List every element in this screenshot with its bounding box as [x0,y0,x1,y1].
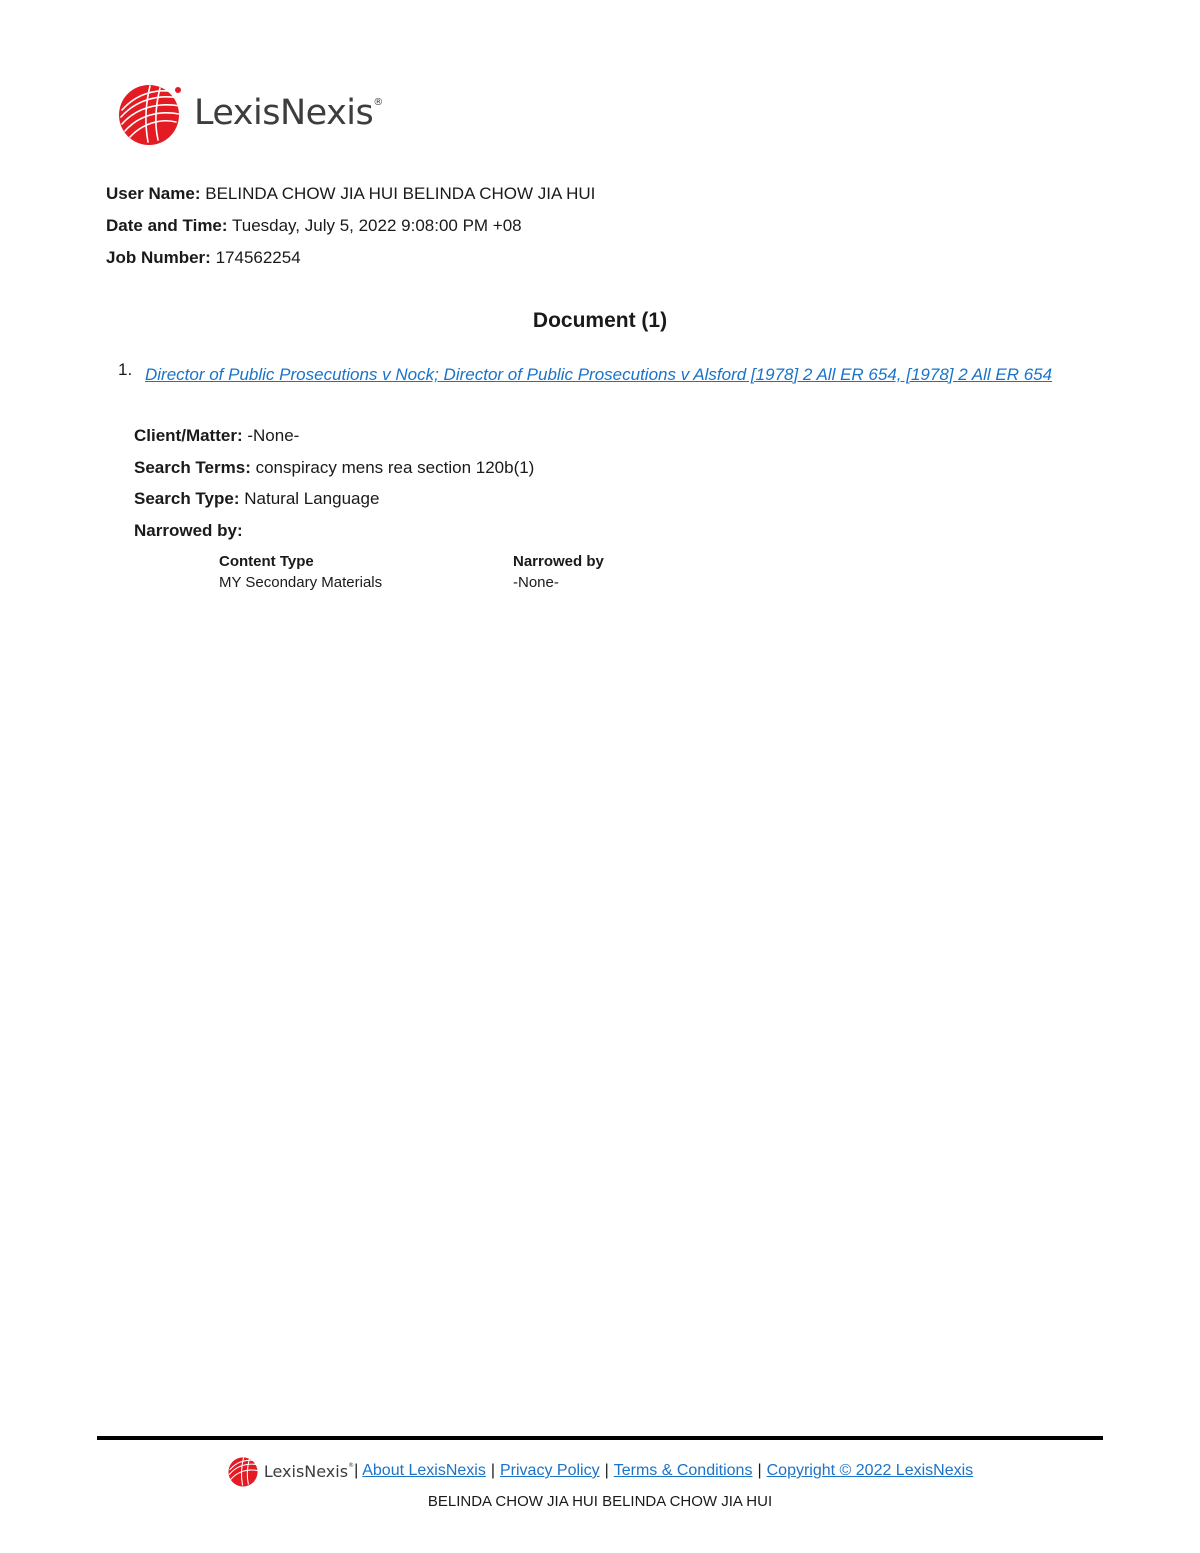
footer-separator: | [604,1462,609,1479]
entry-number: 1. [118,360,133,379]
user-name-label: User Name: [106,184,201,203]
table-cell: MY Secondary Materials [219,574,383,591]
client-matter-value: -None- [247,426,300,445]
search-terms-row [134,452,534,484]
document-title-link[interactable]: Director of Public Prosecutions v Nock; Director of Public Prosecutions v Alsford [1978] 2 All ER 654, [1978] 2 All ER 654 [145,365,1053,384]
narrowed-by-row [134,515,534,547]
footer-logo [227,1455,354,1487]
user-name-row [106,178,595,210]
about-link[interactable]: About LexisNexis [362,1462,486,1479]
job-number-value: 174562254 [215,248,301,267]
copyright-link[interactable]: Copyright © 2022 LexisNexis [766,1462,974,1479]
table-header: Narrowed by [513,553,604,570]
footer-separator: | [757,1462,762,1479]
datetime-row [106,210,595,242]
footer-wordmark: LexisNexis® [263,1461,355,1481]
document-heading: Document (1) [532,309,668,332]
lexisnexis-knowledge-burst-icon [116,80,182,146]
footer-separator: | [490,1462,495,1479]
document-entry [118,360,1108,389]
client-matter-row [134,420,534,452]
datetime-label: Date and Time: [106,216,228,235]
search-type-value: Natural Language [244,489,380,508]
client-matter-label: Client/Matter: [134,426,243,445]
narrowed-by-label: Narrowed by: [134,520,243,540]
footer-links [0,1455,1200,1487]
table-cell: -None- [513,574,559,591]
footer-user-name: BELINDA CHOW JIA HUI BELINDA CHOW JIA HUI [427,1493,773,1510]
privacy-policy-link[interactable]: Privacy Policy [500,1462,600,1479]
table-header: Content Type [219,553,314,570]
entry-details [134,420,534,546]
logo-wordmark: LexisNexis® [194,93,383,133]
footer-divider [97,1436,1103,1440]
search-type-label: Search Type: [134,489,240,508]
datetime-value: Tuesday, July 5, 2022 9:08:00 PM +08 [231,216,522,235]
search-terms-value: conspiracy mens rea section 120b(1) [255,457,535,477]
user-name-value: BELINDA CHOW JIA HUI BELINDA CHOW JIA HUI [205,184,596,203]
lexisnexis-knowledge-burst-icon [227,1455,259,1487]
job-metadata [106,178,595,274]
footer-separator: | [354,1462,359,1479]
job-number-row [106,242,595,274]
lexisnexis-logo [116,80,383,146]
search-type-row [134,483,534,515]
narrowed-by-column [513,551,604,593]
job-number-label: Job Number: [106,248,211,267]
search-terms-label: Search Terms: [134,457,251,477]
terms-conditions-link[interactable]: Terms & Conditions [613,1462,753,1479]
content-type-column [219,551,382,593]
